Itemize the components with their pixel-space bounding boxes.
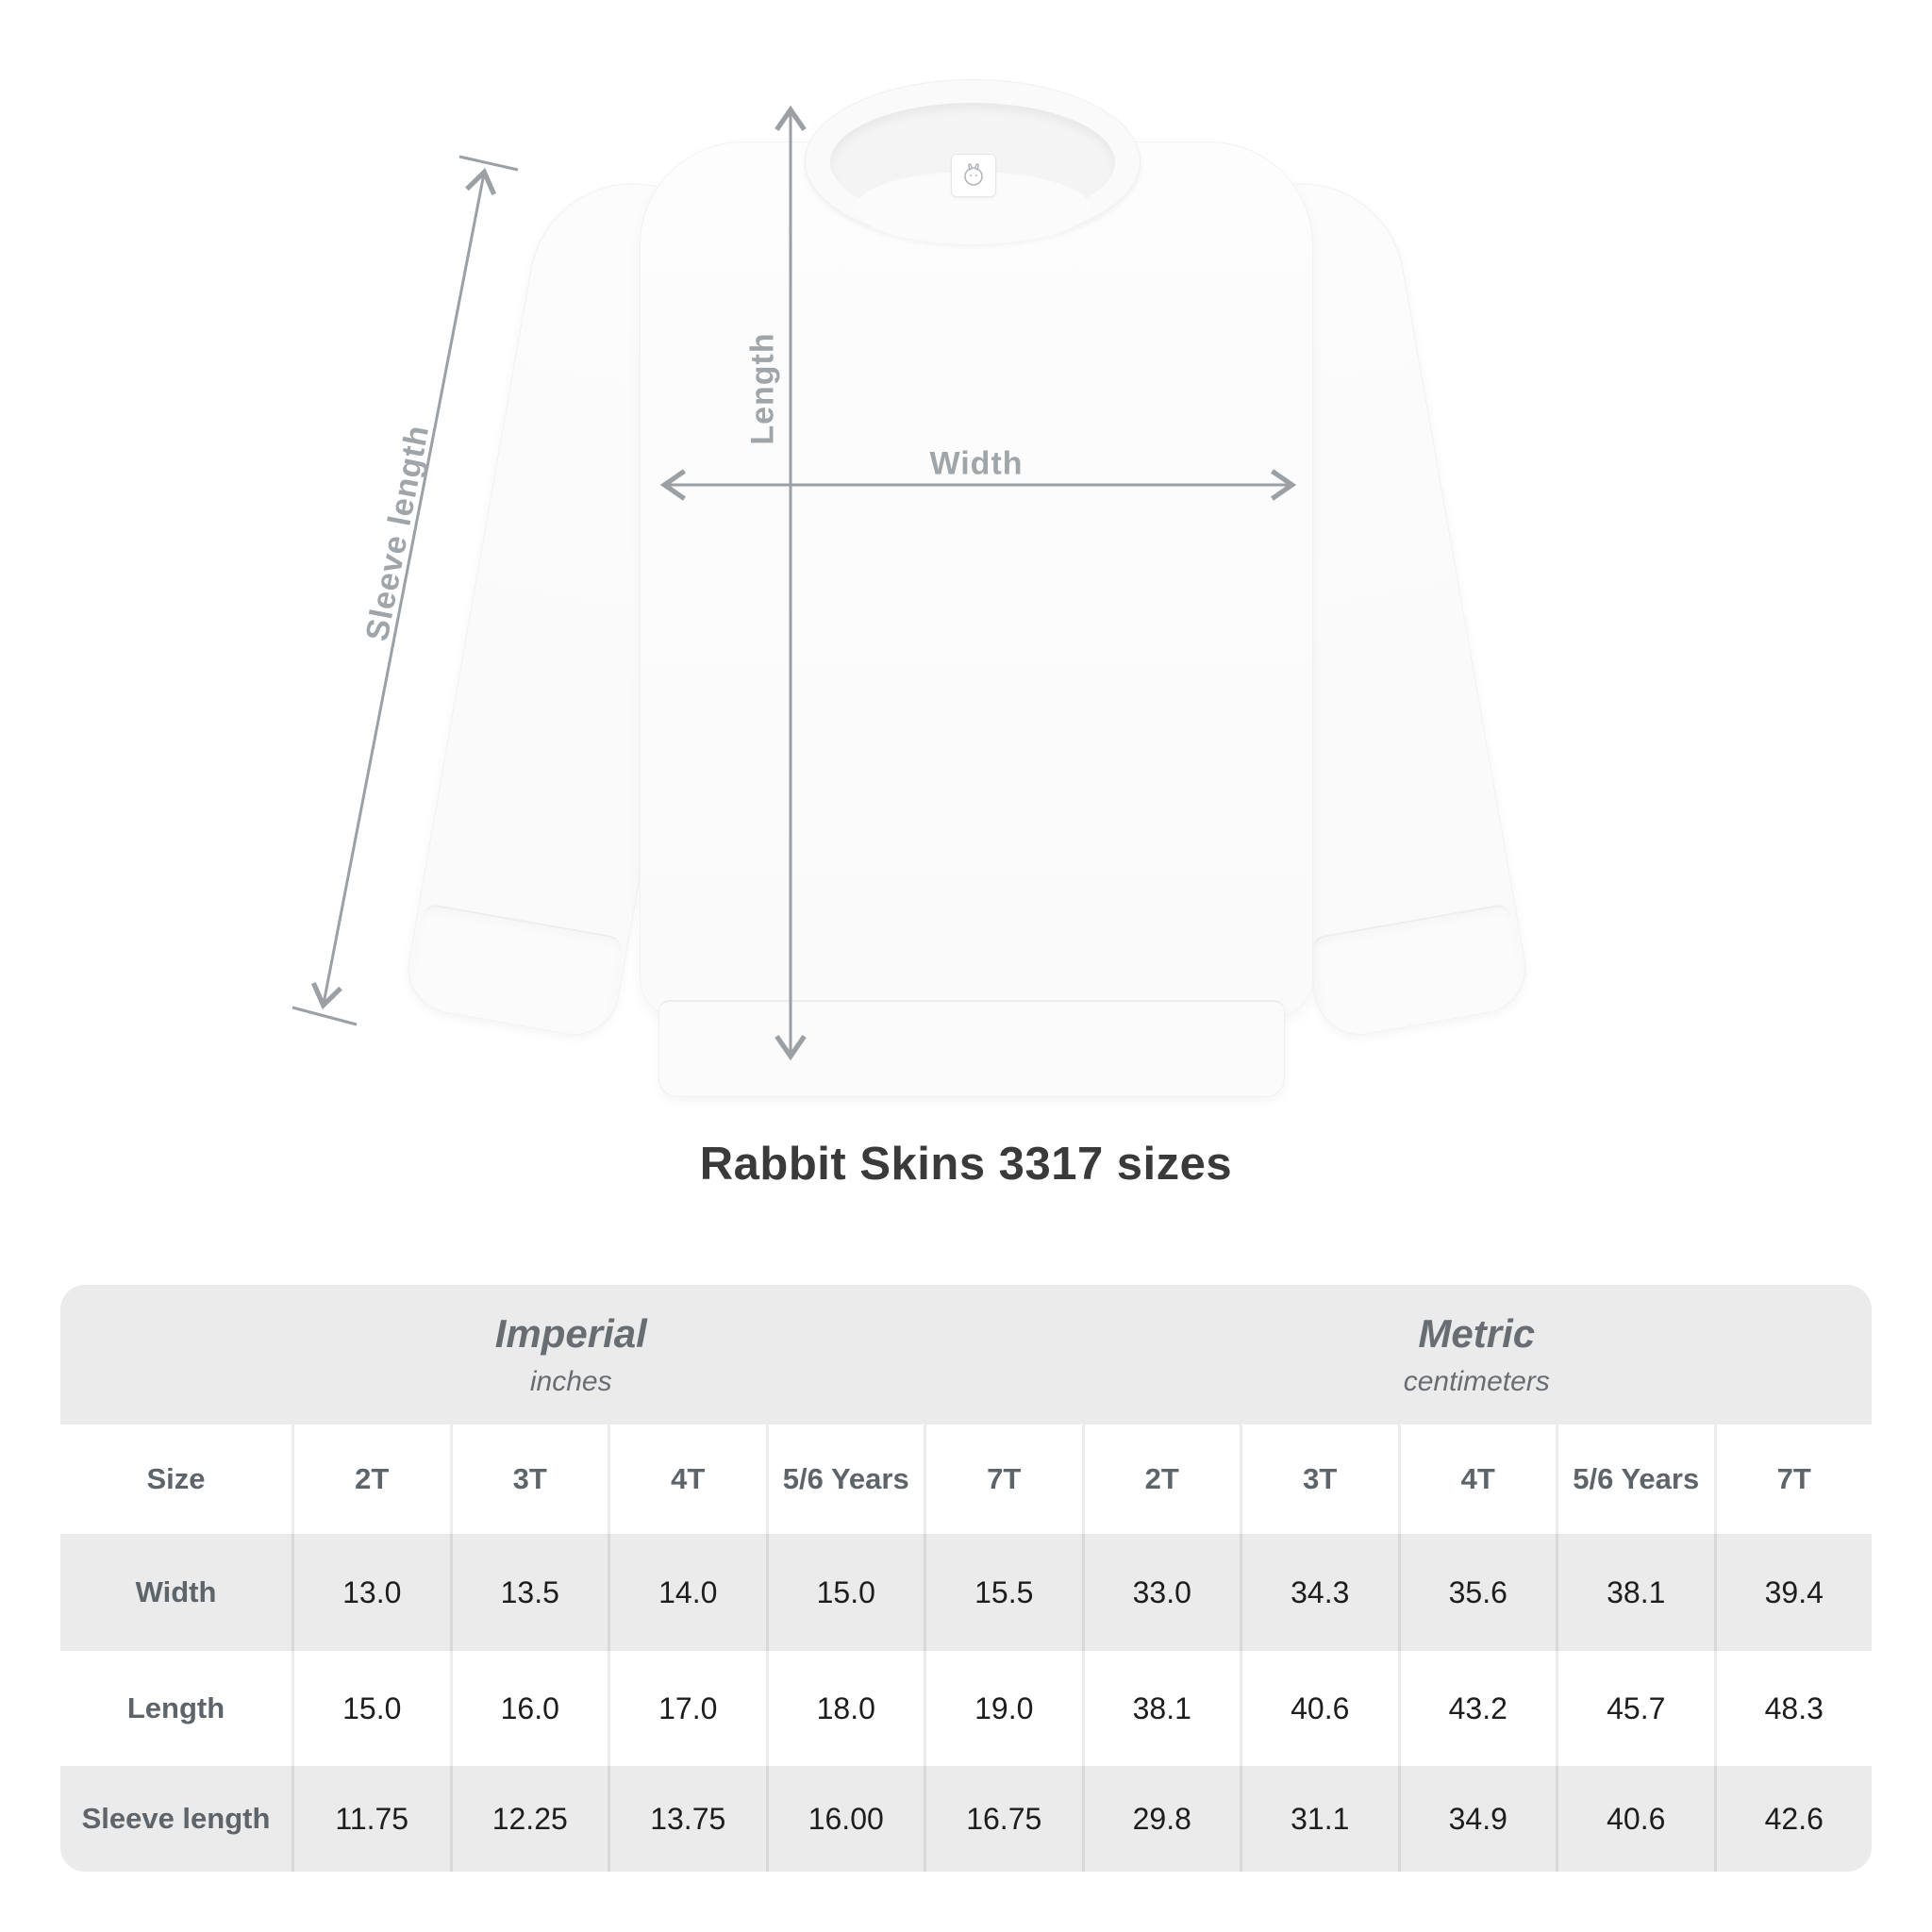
column-header: 2T xyxy=(1082,1424,1241,1534)
table-cell: 33.0 xyxy=(1082,1534,1241,1651)
table-cell: 18.0 xyxy=(766,1651,924,1766)
table-cell: 31.1 xyxy=(1240,1766,1398,1872)
table-cell: 15.5 xyxy=(924,1534,1082,1651)
column-header: 4T xyxy=(1398,1424,1557,1534)
table-cell: 40.6 xyxy=(1556,1766,1714,1872)
table-cell: 16.75 xyxy=(924,1766,1082,1872)
table-cell: 39.4 xyxy=(1714,1534,1873,1651)
table-cell: 34.9 xyxy=(1398,1766,1557,1872)
page-title: Rabbit Skins 3317 sizes xyxy=(699,1139,1233,1190)
table-cell: 29.8 xyxy=(1082,1766,1241,1872)
column-header: 3T xyxy=(450,1424,608,1534)
table-cell: 14.0 xyxy=(608,1534,766,1651)
table-cell: 45.7 xyxy=(1556,1651,1714,1766)
group-header-imperial xyxy=(60,1285,1082,1424)
width-label: Width xyxy=(929,445,1024,482)
table-cell: 13.5 xyxy=(450,1534,608,1651)
table-cell: 48.3 xyxy=(1714,1651,1873,1766)
table-cell: 42.6 xyxy=(1714,1766,1873,1872)
table-cell: 11.75 xyxy=(291,1766,450,1872)
column-header-size: Size xyxy=(146,1462,206,1495)
table-cell: 35.6 xyxy=(1398,1534,1557,1651)
column-header: 7T xyxy=(924,1424,1082,1534)
metric-unit-label: centimeters xyxy=(1403,1366,1550,1397)
column-header: 2T xyxy=(291,1424,450,1534)
table-cell: 15.0 xyxy=(766,1534,924,1651)
row-label: Width xyxy=(60,1534,291,1651)
imperial-label: Imperial xyxy=(494,1311,647,1356)
sleeve-tick-top xyxy=(459,157,518,170)
row-label: Sleeve length xyxy=(60,1766,291,1872)
column-header: 5/6 Years xyxy=(766,1424,924,1534)
table-cell: 15.0 xyxy=(291,1651,450,1766)
table-cell: 40.6 xyxy=(1240,1651,1398,1766)
group-header-metric xyxy=(1082,1285,1873,1424)
sleeve-length-label: Sleeve length xyxy=(358,422,437,644)
imperial-unit-label: inches xyxy=(529,1366,612,1397)
length-label: Length xyxy=(744,332,781,445)
table-cell: 13.0 xyxy=(291,1534,450,1651)
column-header: 5/6 Years xyxy=(1556,1424,1714,1534)
row-label: Length xyxy=(126,1691,225,1724)
table-cell: 13.75 xyxy=(608,1766,766,1872)
column-header: 4T xyxy=(608,1424,766,1534)
metric-label: Metric xyxy=(1418,1311,1536,1356)
column-header: 7T xyxy=(1714,1424,1873,1534)
table-cell: 38.1 xyxy=(1556,1534,1714,1651)
column-header: 3T xyxy=(1240,1424,1398,1534)
table-cell: 34.3 xyxy=(1240,1534,1398,1651)
table-cell: 16.0 xyxy=(450,1651,608,1766)
table-cell: 17.0 xyxy=(608,1651,766,1766)
table-cell: 19.0 xyxy=(924,1651,1082,1766)
table-cell: 43.2 xyxy=(1398,1651,1557,1766)
table-cell: 12.25 xyxy=(450,1766,608,1872)
table-cell: 16.00 xyxy=(766,1766,924,1872)
sleeve-tick-bottom xyxy=(292,1008,357,1024)
size-table xyxy=(60,1285,1872,1872)
table-cell: 38.1 xyxy=(1082,1651,1241,1766)
